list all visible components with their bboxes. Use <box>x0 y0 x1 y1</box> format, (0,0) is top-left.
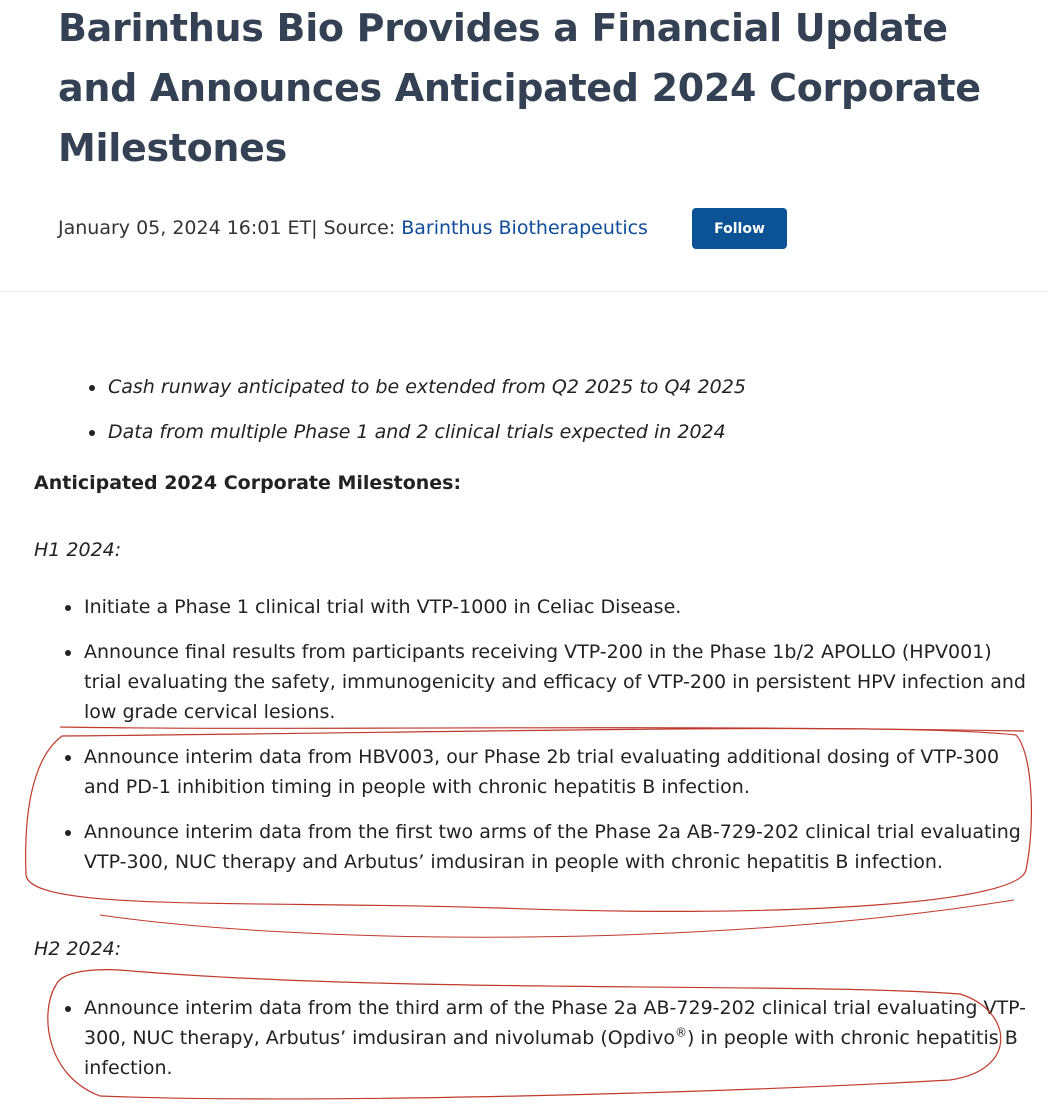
list-item: Initiate a Phase 1 clinical trial with VTP-1000 in Celiac Disease. <box>84 592 1029 622</box>
header-divider <box>0 291 1048 292</box>
list-item-text: Announce interim data from the third arm of the Phase 2a AB-729-202 clinical trial evaluating VTP-300, NUC therapy, Arbutus’ imdusiran and nivolumab (Opdivo <box>84 997 1026 1049</box>
list-item: Announce final results from participants receiving VTP-200 in the Phase 1b/2 APOLLO (HPV001) trial evaluating the safety, immunogenicity and efficacy of VTP-200 in persistent HPV infection and low grade cervical lesions. <box>84 637 1029 727</box>
milestones-heading: Anticipated 2024 Corporate Milestones: <box>34 472 462 494</box>
list-item: Data from multiple Phase 1 and 2 clinical trials expected in 2024 <box>108 417 1008 447</box>
follow-button[interactable]: Follow <box>692 208 787 249</box>
h1-label: H1 2024: <box>34 539 122 561</box>
underline-mark <box>60 727 1024 731</box>
list-item: Announce interim data from HBV003, our Phase 2b trial evaluating additional dosing of VTP-300 and PD-1 inhibition timing in people with chronic hepatitis B infection. <box>84 742 1029 802</box>
list-item <box>84 993 1029 1083</box>
list-item-text-end: ) in people with chronic hepatitis B infection. <box>84 1027 1018 1079</box>
source-prefix: | Source: <box>311 217 396 239</box>
publish-date: January 05, 2024 16:01 ET <box>58 217 312 239</box>
list-item: Announce interim data from the first two arms of the Phase 2a AB-729-202 clinical trial evaluating VTP-300, NUC therapy and Arbutus’ imdusiran in people with chronic hepatitis B infection. <box>84 817 1029 877</box>
page-title: Barinthus Bio Provides a Financial Update and Announces Anticipated 2024 Corporate Milestones <box>58 6 981 170</box>
list-item: Cash runway anticipated to be extended from Q2 2025 to Q4 2025 <box>108 372 1008 402</box>
h2-label: H2 2024: <box>34 938 122 960</box>
source-link[interactable]: Barinthus Biotherapeutics <box>401 217 648 239</box>
registered-mark: ® <box>674 1025 687 1040</box>
h1-circle-lower-stroke <box>100 900 1014 937</box>
article-meta <box>58 207 648 249</box>
